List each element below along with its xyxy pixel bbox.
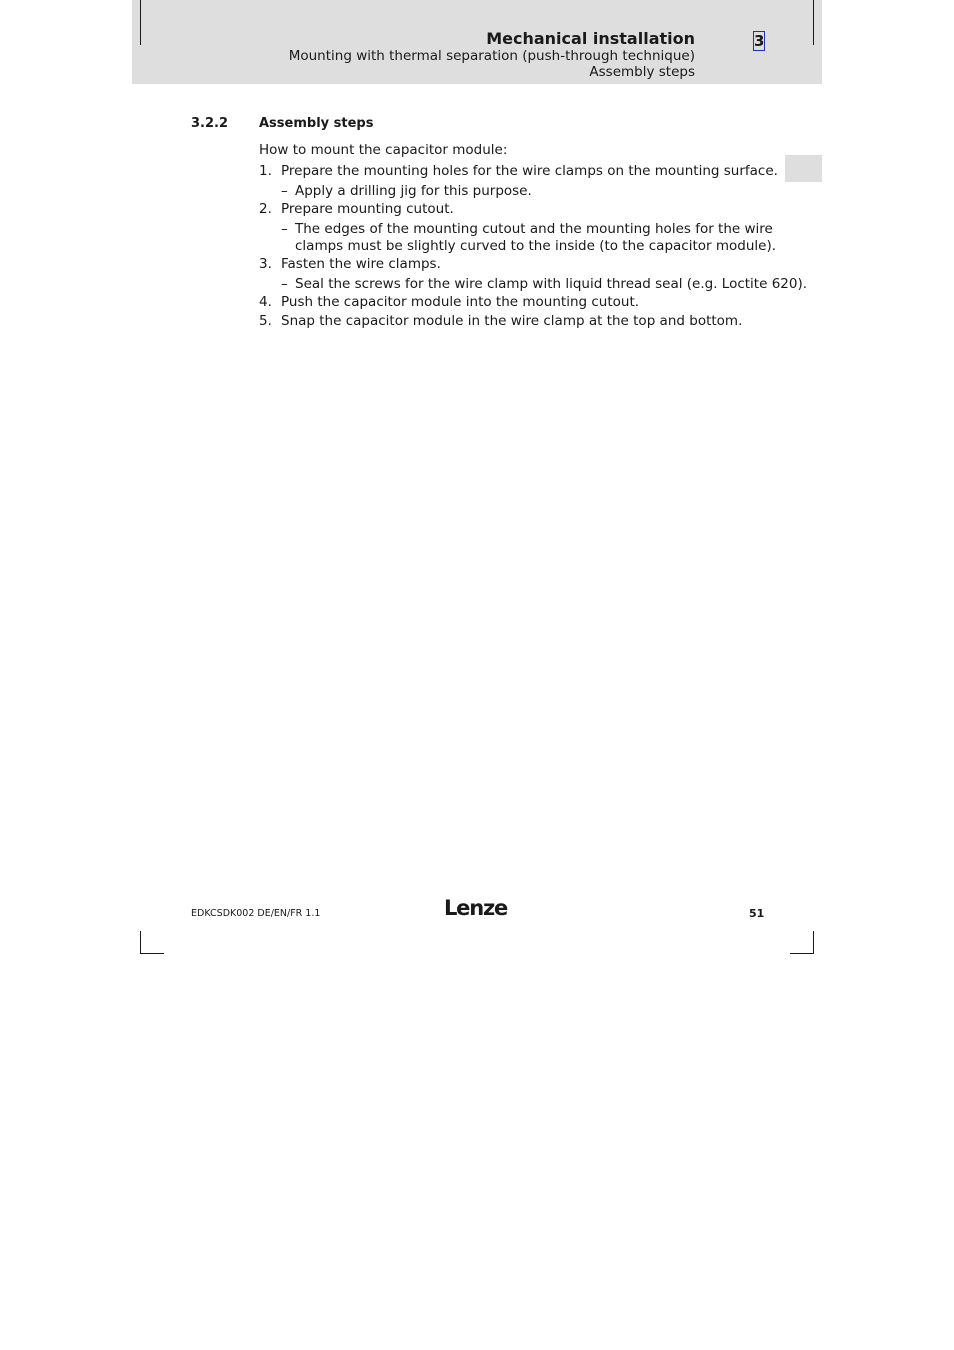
step-number: 4. (259, 294, 272, 310)
crop-mark-bottom-left-h (140, 953, 164, 954)
intro-text: How to mount the capacitor module: (259, 142, 508, 158)
page-number: 51 (749, 907, 765, 920)
step-number: 5. (259, 313, 272, 329)
step-number: 1. (259, 163, 272, 179)
crop-mark-top-left (140, 0, 141, 45)
header-subsubtitle: Assembly steps (589, 64, 695, 80)
step-text: Push the capacitor module into the mounting cutout. (281, 294, 640, 310)
chapter-number-badge: 3 (754, 32, 765, 50)
lenze-logo: Lenze (444, 896, 508, 920)
crop-mark-bottom-right-h (790, 953, 814, 954)
header-title: Mechanical installation (486, 29, 695, 48)
section-title: Assembly steps (259, 116, 374, 131)
crop-mark-top-right (813, 0, 814, 45)
header-band (132, 0, 822, 84)
dash-marker: – (281, 221, 288, 237)
substep-text: The edges of the mounting cutout and the mounting holes for the wire (295, 221, 773, 237)
step-number: 3. (259, 256, 272, 272)
step-text: Prepare mounting cutout. (281, 201, 454, 217)
chapter-side-tab (785, 155, 822, 182)
crop-mark-bottom-left-v (140, 931, 141, 954)
crop-mark-bottom-right-v (813, 931, 814, 954)
dash-marker: – (281, 183, 288, 199)
section-number: 3.2.2 (191, 116, 229, 131)
step-text: Fasten the wire clamps. (281, 256, 441, 272)
step-text: Snap the capacitor module in the wire clamp at the top and bottom. (281, 313, 743, 329)
dash-marker: – (281, 276, 288, 292)
step-text: Prepare the mounting holes for the wire clamps on the mounting surface. (281, 163, 778, 179)
step-number: 2. (259, 201, 272, 217)
header-subtitle: Mounting with thermal separation (push-through technique) (288, 48, 695, 64)
footer-document-id: EDKCSDK002 DE/EN/FR 1.1 (191, 908, 321, 919)
substep-text: Seal the screws for the wire clamp with liquid thread seal (e.g. Loctite 620). (295, 276, 808, 292)
substep-text: clamps must be slightly curved to the inside (to the capacitor module). (295, 238, 777, 254)
substep-text: Apply a drilling jig for this purpose. (295, 183, 532, 199)
